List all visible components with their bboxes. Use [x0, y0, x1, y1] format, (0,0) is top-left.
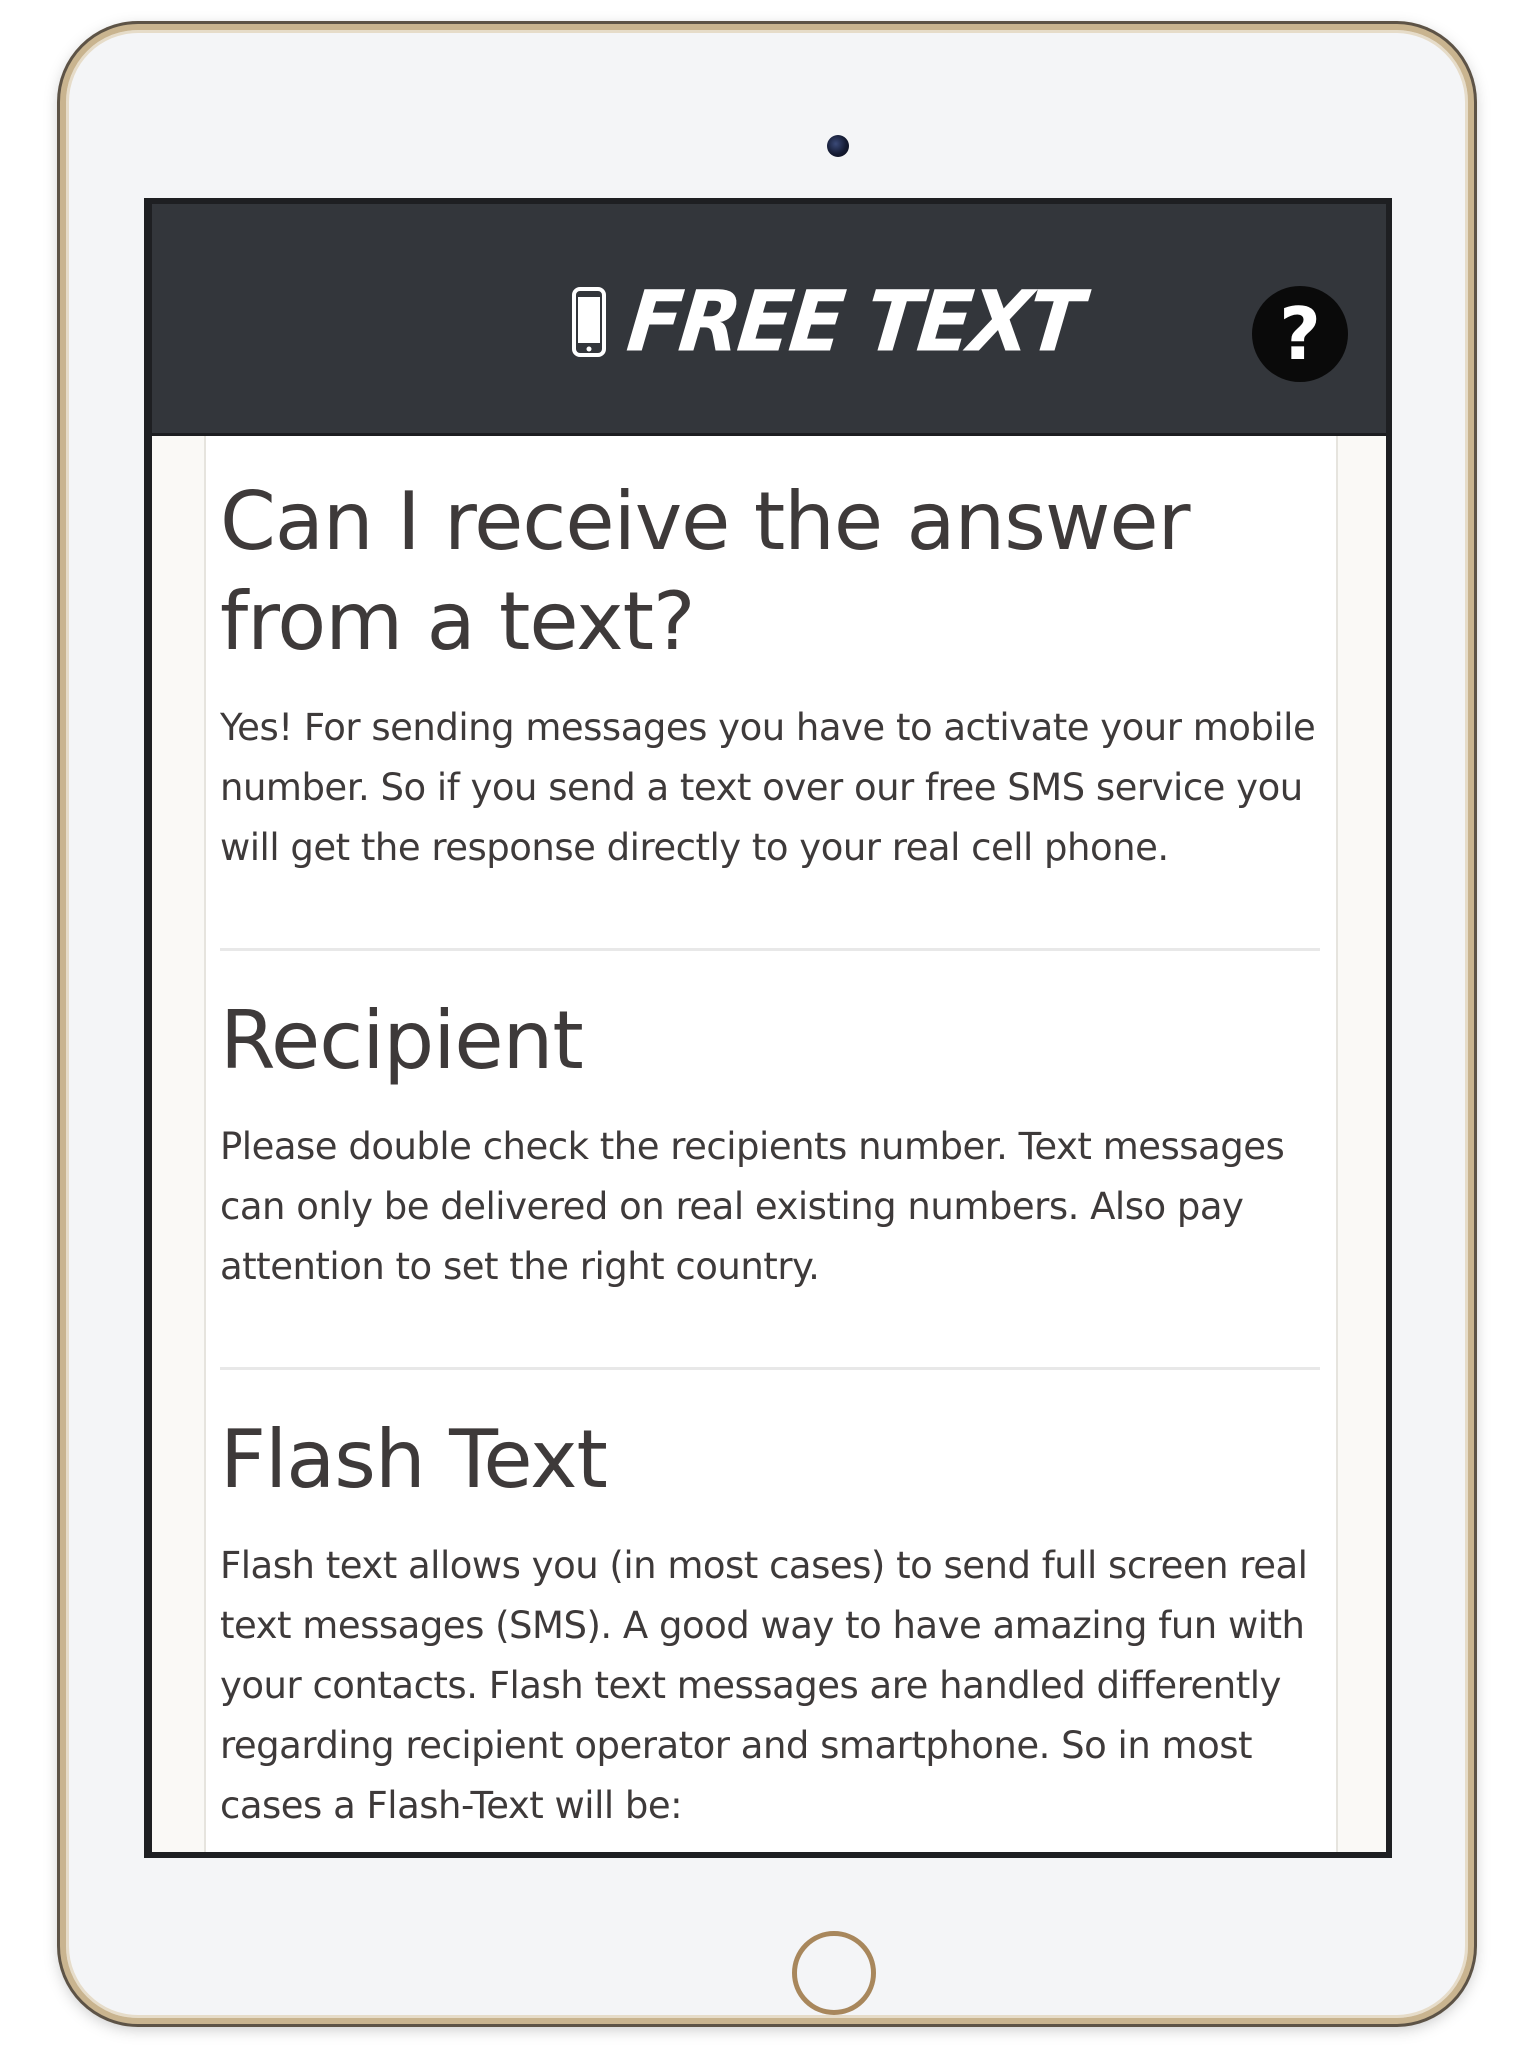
section-title: Recipient: [220, 994, 583, 1087]
question-icon: ?: [1279, 292, 1321, 376]
section-body: Yes! For sending messages you have to activate your mobile number. So if you send a text over our free SMS service you will get the response directly to your real cell phone.: [220, 706, 1316, 869]
help-button[interactable]: [1252, 286, 1348, 382]
tablet-screen: [144, 198, 1392, 1858]
faq-section-receive-answer: [220, 436, 1320, 951]
faq-section-recipient: [220, 951, 1320, 1370]
logo-text: FREE TEXT: [622, 272, 1086, 371]
section-body: Flash text allows you (in most cases) to send full screen real text messages (SMS). A good way to have amazing fun with your contacts. Flash text messages are handled differently regarding recipient operator and smartphone. So in most cases a Flash-Text will be:: [220, 1544, 1308, 1827]
phone-icon: [572, 287, 606, 357]
faq-content: [204, 436, 1338, 1852]
section-title: Flash Text: [220, 1413, 607, 1506]
section-body: Please double check the recipients number. Text messages can only be delivered on real existing numbers. Also pay attention to set the right country.: [220, 1125, 1285, 1288]
web-viewport: [152, 204, 1386, 1852]
site-header: [152, 204, 1386, 436]
home-button[interactable]: [792, 1931, 876, 2015]
faq-section-flash-text: [220, 1370, 1320, 1852]
section-title: Can I receive the answer from a text?: [220, 475, 1190, 668]
camera-icon: [827, 135, 849, 157]
site-logo[interactable]: [572, 272, 1086, 371]
